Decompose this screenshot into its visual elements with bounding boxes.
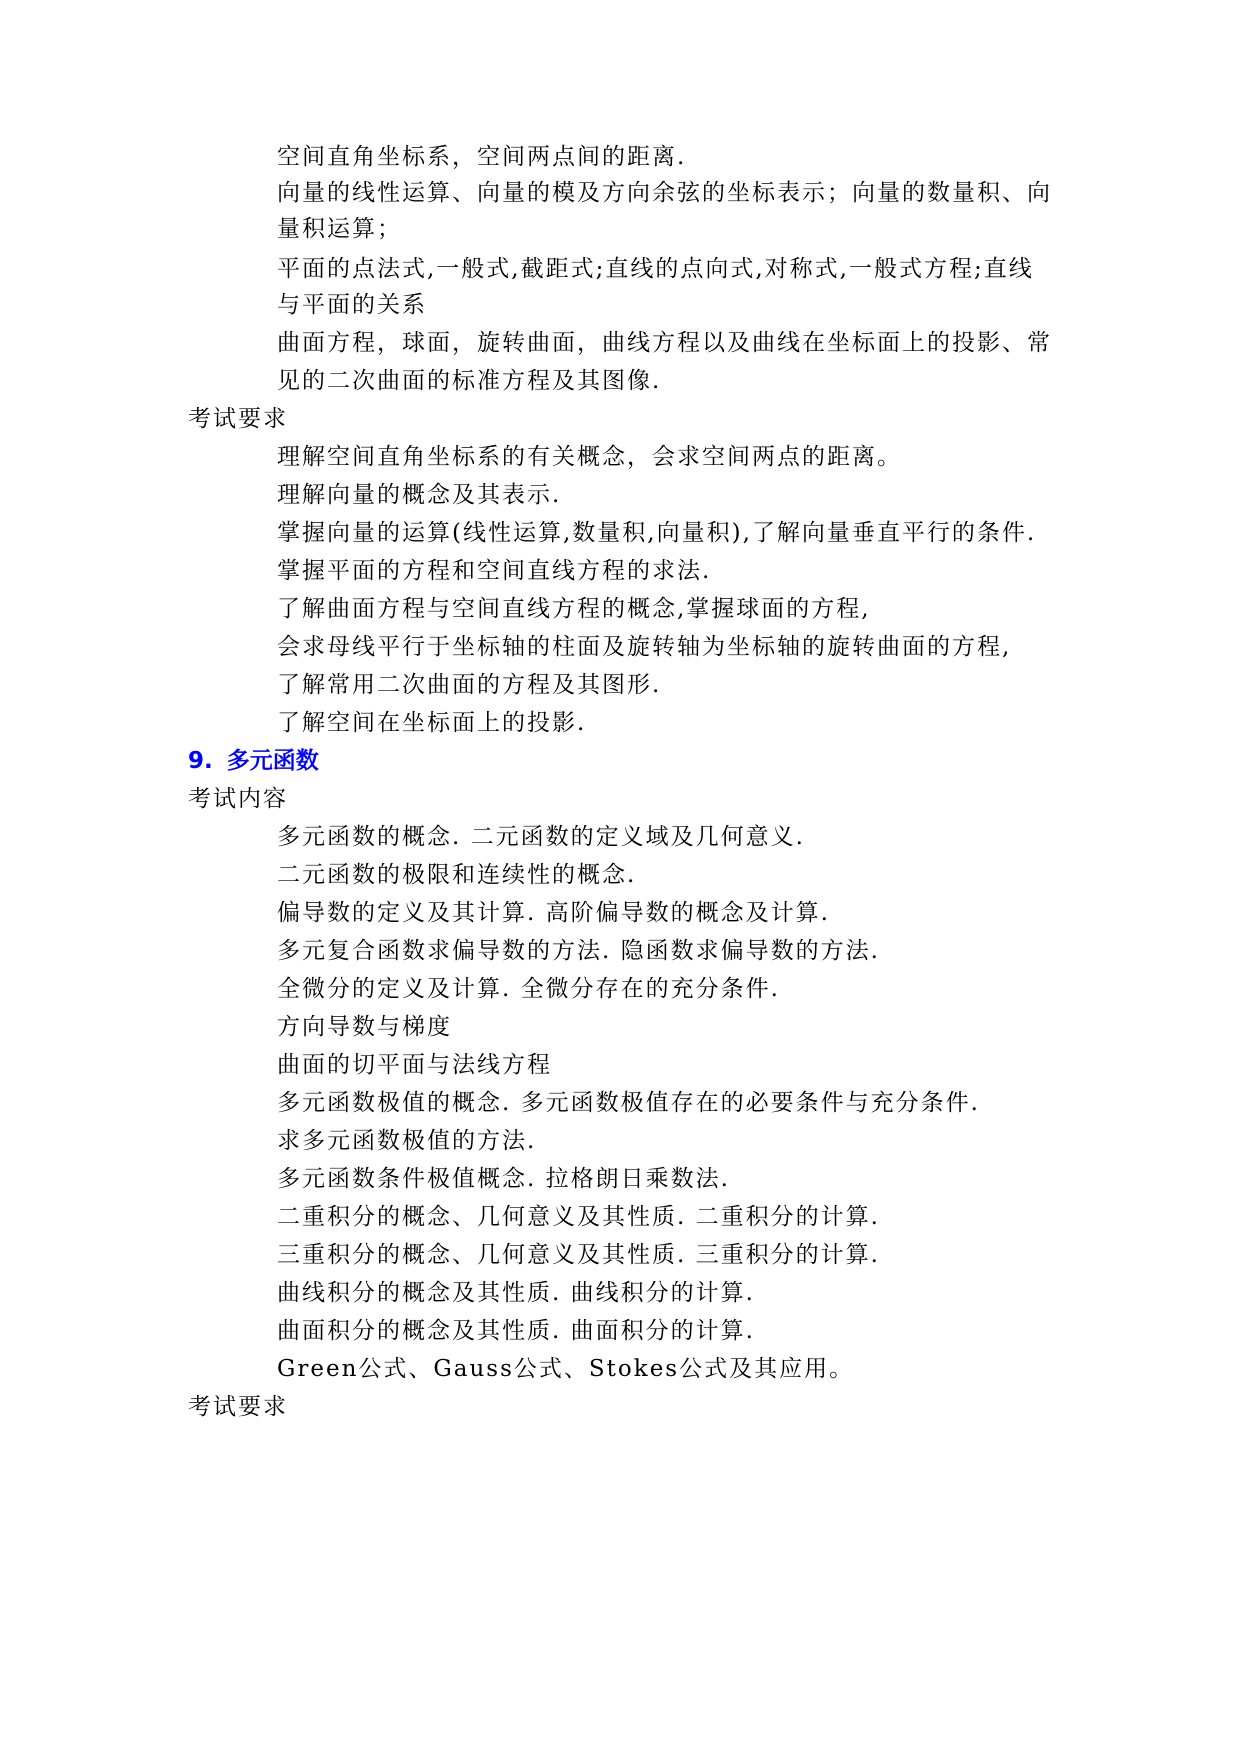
requirement-line: 了解常用二次曲面的方程及其图形. [277, 672, 662, 698]
exam-requirements-label: 考试要求 [188, 406, 288, 432]
content-line: 三重积分的概念、几何意义及其性质. 三重积分的计算. [277, 1242, 880, 1268]
content-line: 偏导数的定义及其计算. 高阶偏导数的概念及计算. [277, 900, 830, 926]
content-line: 方向导数与梯度 [277, 1014, 452, 1040]
content-line: 全微分的定义及计算. 全微分存在的充分条件. [277, 976, 780, 1002]
content-line: 向量的线性运算、向量的模及方向余弦的坐标表示；向量的数量积、向 [277, 180, 1052, 206]
content-line: 曲线积分的概念及其性质. 曲线积分的计算. [277, 1280, 755, 1306]
content-line: 多元函数极值的概念. 多元函数极值存在的必要条件与充分条件. [277, 1090, 980, 1116]
content-line: 空间直角坐标系，空间两点间的距离. [277, 144, 687, 170]
content-line: 多元函数的概念. 二元函数的定义域及几何意义. [277, 824, 805, 850]
requirement-line: 理解向量的概念及其表示. [277, 482, 562, 508]
requirement-line: 了解空间在坐标面上的投影. [277, 710, 587, 736]
exam-requirements-label: 考试要求 [188, 1394, 288, 1420]
requirement-line: 会求母线平行于坐标轴的柱面及旋转轴为坐标轴的旋转曲面的方程, [277, 634, 1012, 660]
content-line: 平面的点法式,一般式,截距式;直线的点向式,对称式,一般式方程;直线 [277, 256, 1034, 282]
content-line: 求多元函数极值的方法. [277, 1128, 537, 1154]
requirement-line: 理解空间直角坐标系的有关概念，会求空间两点的距离。 [277, 444, 902, 470]
content-line: 多元复合函数求偏导数的方法. 隐函数求偏导数的方法. [277, 938, 880, 964]
requirement-line: 掌握平面的方程和空间直线方程的求法. [277, 558, 712, 584]
content-line: 与平面的关系 [277, 292, 427, 318]
content-line: 多元函数条件极值概念. 拉格朗日乘数法. [277, 1166, 730, 1192]
section-number: 9. [188, 748, 213, 774]
requirement-line: 了解曲面方程与空间直线方程的概念,掌握球面的方程, [277, 596, 871, 622]
content-line: 曲面方程，球面，旋转曲面，曲线方程以及曲线在坐标面上的投影、常 [277, 330, 1052, 356]
section-heading [188, 746, 319, 776]
content-line: 二重积分的概念、几何意义及其性质. 二重积分的计算. [277, 1204, 880, 1230]
content-line: 曲面积分的概念及其性质. 曲面积分的计算. [277, 1318, 755, 1344]
content-line: 二元函数的极限和连续性的概念. [277, 862, 637, 888]
content-line: 量积运算； [277, 216, 402, 242]
content-line: 曲面的切平面与法线方程 [277, 1052, 552, 1078]
content-line: Green公式、Gauss公式、Stokes公式及其应用。 [277, 1356, 855, 1382]
content-line: 见的二次曲面的标准方程及其图像. [277, 368, 662, 394]
exam-content-label: 考试内容 [188, 786, 288, 812]
requirement-line: 掌握向量的运算(线性运算,数量积,向量积),了解向量垂直平行的条件. [277, 520, 1037, 546]
section-title: 多元函数 [226, 748, 319, 774]
